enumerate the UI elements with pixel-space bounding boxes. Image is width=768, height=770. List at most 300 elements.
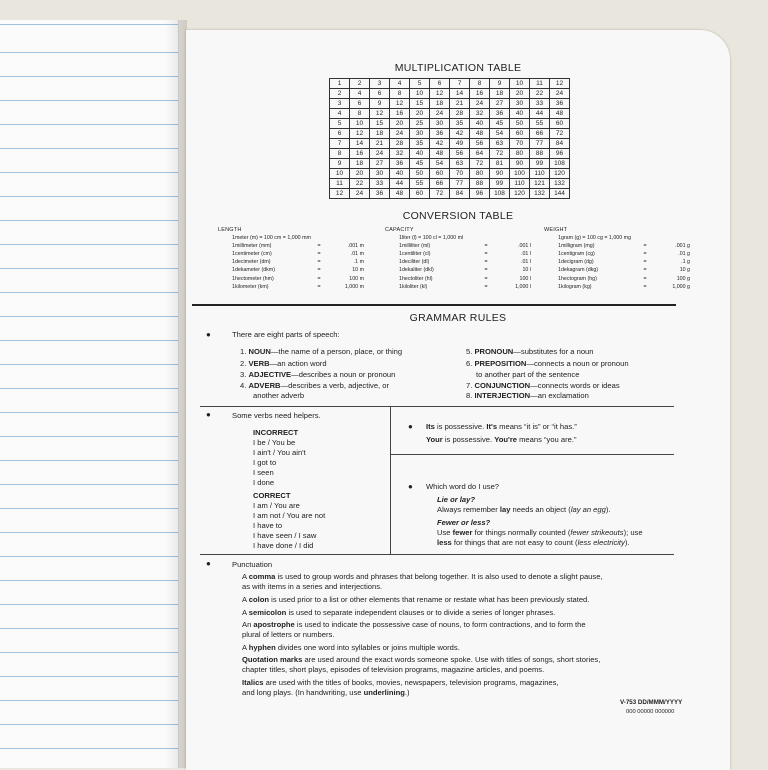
multiplication-cell: 77 — [450, 179, 470, 189]
multiplication-cell: 84 — [550, 139, 570, 149]
conversion-row — [385, 242, 531, 250]
italics-rule: Italics are used with the titles of books, movies, newspapers, television programs, magazines, — [242, 678, 559, 687]
italics-rule-cont: and long plays. (In handwriting, use underlining.) — [242, 688, 410, 697]
multiplication-cell: 20 — [510, 89, 530, 99]
barcode-number: 000 00000 000000 — [626, 709, 675, 715]
conversion-row — [544, 283, 690, 291]
conversion-unit: 1kilometer (km) — [232, 283, 269, 290]
multiplication-cell: 14 — [350, 139, 370, 149]
multiplication-cell: 80 — [470, 169, 490, 179]
conversion-unit: 1milligram (mg) — [558, 243, 595, 250]
multiplication-cell: 15 — [410, 99, 430, 109]
multiplication-cell: 63 — [450, 159, 470, 169]
multiplication-cell: 80 — [510, 149, 530, 159]
multiplication-cell: 40 — [390, 169, 410, 179]
multiplication-cell: 70 — [510, 139, 530, 149]
multiplication-cell: 4 — [350, 89, 370, 99]
conversion-unit: 1centigram (cg) — [558, 251, 595, 258]
multiplication-cell: 28 — [450, 109, 470, 119]
multiplication-row — [330, 189, 570, 199]
multiplication-cell: 10 — [410, 89, 430, 99]
bullet-icon: ● — [408, 482, 413, 491]
bullet-icon: ● — [206, 410, 211, 419]
multiplication-cell: 42 — [430, 139, 450, 149]
fewer-less-rule-cont: less for things that are not easy to count (less electricity). — [437, 538, 630, 547]
multiplication-row — [330, 149, 570, 159]
conversion-unit: 1centiliter (cl) — [399, 251, 431, 258]
fewer-less-rule: Use fewer for things normally counted (fewer strikeouts); use — [437, 528, 643, 537]
multiplication-row — [330, 89, 570, 99]
multiplication-cell: 9 — [370, 99, 390, 109]
multiplication-cell: 8 — [330, 149, 350, 159]
multiplication-cell: 77 — [530, 139, 550, 149]
multiplication-cell: 48 — [550, 109, 570, 119]
correct-heading: CORRECT — [253, 491, 291, 500]
multiplication-cell: 96 — [470, 189, 490, 199]
conversion-row — [218, 266, 364, 274]
part-of-speech-8: 8. INTERJECTION—an exclamation — [466, 391, 589, 400]
conversion-value: .001 m — [347, 243, 364, 250]
semicolon-rule: A semicolon is used to separate independent clauses or to divide a series of longer phrases. — [242, 608, 556, 617]
multiplication-cell: 18 — [430, 99, 450, 109]
conversion-equals: = — [317, 251, 321, 258]
multiplication-cell: 66 — [430, 179, 450, 189]
conversion-unit: 1deciliter (dl) — [399, 259, 430, 266]
conversion-heading: CAPACITY — [385, 227, 414, 233]
incorrect-example: I got to — [253, 458, 277, 467]
conversion-row — [218, 242, 364, 250]
multiplication-cell: 6 — [370, 89, 390, 99]
bullet-icon: ● — [206, 559, 211, 568]
multiplication-cell: 90 — [510, 159, 530, 169]
conversion-equals: = — [643, 283, 647, 290]
multiplication-cell: 20 — [390, 119, 410, 129]
conversion-value: .001 g — [675, 243, 690, 250]
multiplication-cell: 14 — [450, 89, 470, 99]
bullet-icon: ● — [206, 330, 211, 339]
multiplication-cell: 56 — [470, 139, 490, 149]
part-of-speech-4-cont: another adverb — [253, 391, 305, 400]
conversion-row — [218, 283, 364, 291]
multiplication-cell: 18 — [490, 89, 510, 99]
multiplication-cell: 54 — [490, 129, 510, 139]
multiplication-cell: 16 — [350, 149, 370, 159]
conversion-row — [544, 250, 690, 258]
conversion-row — [218, 275, 364, 283]
multiplication-cell: 40 — [470, 119, 490, 129]
multiplication-cell: 18 — [350, 159, 370, 169]
multiplication-cell: 60 — [550, 119, 570, 129]
conversion-row — [218, 250, 364, 258]
conversion-base-row: 1liter (l) = 100 cl = 1,000 ml — [399, 235, 464, 242]
multiplication-cell: 44 — [390, 179, 410, 189]
multiplication-cell: 108 — [490, 189, 510, 199]
multiplication-cell: 100 — [510, 169, 530, 179]
multiplication-cell: 16 — [470, 89, 490, 99]
multiplication-cell: 20 — [410, 109, 430, 119]
conversion-capacity-column — [385, 226, 531, 291]
multiplication-cell: 22 — [530, 89, 550, 99]
multiplication-cell: 96 — [550, 149, 570, 159]
colon-rule: A colon is used prior to a list or other elements that rename or restate what has been previously stated. — [242, 595, 590, 604]
multiplication-cell: 12 — [550, 79, 570, 89]
multiplication-cell: 48 — [470, 129, 490, 139]
multiplication-cell: 5 — [410, 79, 430, 89]
multiplication-row — [330, 99, 570, 109]
hyphen-rule: A hyphen divides one word into syllables or joins multiple words. — [242, 643, 460, 652]
multiplication-cell: 32 — [390, 149, 410, 159]
multiplication-cell: 120 — [510, 189, 530, 199]
incorrect-example: I done — [253, 478, 275, 487]
multiplication-table-title: MULTIPLICATION TABLE — [394, 62, 522, 74]
multiplication-cell: 28 — [390, 139, 410, 149]
conversion-value: .1 g — [681, 259, 690, 266]
multiplication-cell: 81 — [490, 159, 510, 169]
conversion-unit: 1millimeter (mm) — [232, 243, 272, 250]
conversion-base-row: 1meter (m) = 100 cm = 1,000 mm — [232, 235, 311, 242]
multiplication-cell: 24 — [470, 99, 490, 109]
conversion-value: .01 m — [350, 251, 364, 258]
multiplication-cell: 45 — [490, 119, 510, 129]
conversion-equals: = — [643, 259, 647, 266]
conversion-unit: 1milliliter (ml) — [399, 243, 431, 250]
multiplication-cell: 90 — [490, 169, 510, 179]
conversion-row — [544, 266, 690, 274]
multiplication-cell: 12 — [430, 89, 450, 99]
conversion-value: 100 l — [519, 275, 531, 282]
multiplication-row — [330, 179, 570, 189]
multiplication-cell: 24 — [370, 149, 390, 159]
multiplication-cell: 30 — [510, 99, 530, 109]
conversion-row — [544, 258, 690, 266]
bullet-icon: ● — [408, 422, 413, 431]
conversion-heading: LENGTH — [218, 227, 242, 233]
conversion-value: .01 l — [520, 259, 531, 266]
conversion-table-title: CONVERSION TABLE — [402, 210, 514, 222]
multiplication-cell: 12 — [330, 189, 350, 199]
conversion-base-row: 1gram (g) = 100 cg = 1,000 mg — [558, 235, 632, 242]
part-of-speech-6: 6. PREPOSITION—connects a noun or pronoun — [466, 359, 629, 368]
multiplication-cell: 60 — [410, 189, 430, 199]
conversion-value: .1 m — [353, 259, 364, 266]
conversion-equals: = — [643, 267, 647, 274]
conversion-row — [385, 275, 531, 283]
multiplication-cell: 9 — [330, 159, 350, 169]
conversion-unit: 1centimeter (cm) — [232, 251, 272, 258]
multiplication-cell: 10 — [350, 119, 370, 129]
conversion-value: 10 g — [679, 267, 690, 274]
correct-example: I have to — [253, 521, 283, 530]
multiplication-cell: 12 — [350, 129, 370, 139]
multiplication-cell: 12 — [370, 109, 390, 119]
multiplication-cell: 30 — [410, 129, 430, 139]
conversion-value: 1,000 l — [515, 283, 531, 290]
part-of-speech-3: 3. ADJECTIVE—describes a noun or pronoun — [240, 370, 396, 379]
helpers-intro: Some verbs need helpers. — [232, 411, 321, 420]
multiplication-cell: 120 — [550, 169, 570, 179]
multiplication-cell: 72 — [490, 149, 510, 159]
its-rule: Its is possessive. It's means “it is” or “it has.” — [426, 422, 577, 431]
multiplication-cell: 7 — [330, 139, 350, 149]
multiplication-cell: 30 — [430, 119, 450, 129]
multiplication-cell: 66 — [530, 129, 550, 139]
part-of-speech-6-cont: to another part of the sentence — [476, 370, 580, 379]
multiplication-cell: 88 — [530, 149, 550, 159]
conversion-unit: 1dekagram (dkg) — [558, 267, 599, 274]
multiplication-cell: 88 — [470, 179, 490, 189]
multiplication-cell: 35 — [450, 119, 470, 129]
multiplication-row — [330, 129, 570, 139]
conversion-equals: = — [484, 283, 488, 290]
multiplication-cell: 72 — [550, 129, 570, 139]
multiplication-cell: 54 — [430, 159, 450, 169]
conversion-value: 10 l — [522, 267, 531, 274]
conversion-unit: 1kilogram (kg) — [558, 283, 592, 290]
multiplication-cell: 60 — [510, 129, 530, 139]
multiplication-cell: 24 — [430, 109, 450, 119]
conversion-equals: = — [484, 267, 488, 274]
multiplication-cell: 6 — [330, 129, 350, 139]
conversion-unit: 1kiloliter (kl) — [399, 283, 428, 290]
multiplication-cell: 44 — [530, 109, 550, 119]
multiplication-cell: 3 — [330, 99, 350, 109]
multiplication-cell: 11 — [330, 179, 350, 189]
multiplication-cell: 36 — [370, 189, 390, 199]
conversion-value: 100 m — [349, 275, 364, 282]
multiplication-cell: 32 — [470, 109, 490, 119]
part-of-speech-5: 5. PRONOUN—substitutes for a noun — [466, 347, 594, 356]
product-code: V-753 DD/MMM/YYYY — [620, 699, 683, 706]
multiplication-cell: 40 — [510, 109, 530, 119]
multiplication-cell: 5 — [330, 119, 350, 129]
multiplication-row — [330, 79, 570, 89]
lie-lay-rule: Always remember lay needs an object (lay an egg). — [437, 505, 611, 514]
multiplication-cell: 72 — [470, 159, 490, 169]
multiplication-cell: 48 — [430, 149, 450, 159]
multiplication-cell: 36 — [430, 129, 450, 139]
multiplication-cell: 36 — [490, 109, 510, 119]
grammar-divider — [192, 304, 676, 306]
conversion-value: 10 m — [352, 267, 364, 274]
conversion-length-column — [218, 226, 364, 291]
conversion-equals: = — [317, 275, 321, 282]
multiplication-cell: 35 — [410, 139, 430, 149]
multiplication-cell: 24 — [350, 189, 370, 199]
multiplication-cell: 4 — [330, 109, 350, 119]
incorrect-example: I be / You be — [253, 438, 296, 447]
multiplication-cell: 132 — [550, 179, 570, 189]
multiplication-cell: 11 — [530, 79, 550, 89]
multiplication-cell: 25 — [410, 119, 430, 129]
conversion-row — [544, 275, 690, 283]
apostrophe-rule-cont: plural of letters or numbers. — [242, 630, 335, 639]
conversion-equals: = — [317, 283, 321, 290]
part-of-speech-1: 1. NOUN—the name of a person, place, or thing — [240, 347, 403, 356]
conversion-unit: 1decigram (dg) — [558, 259, 594, 266]
multiplication-cell: 8 — [470, 79, 490, 89]
conversion-row — [544, 242, 690, 250]
conversion-equals: = — [484, 251, 488, 258]
multiplication-cell: 60 — [430, 169, 450, 179]
incorrect-heading: INCORRECT — [253, 428, 299, 437]
conversion-rows — [385, 242, 531, 291]
multiplication-cell: 33 — [370, 179, 390, 189]
multiplication-cell: 12 — [390, 99, 410, 109]
conversion-unit: 1hectometer (hm) — [232, 275, 274, 282]
conversion-equals: = — [317, 259, 321, 266]
conversion-equals: = — [317, 267, 321, 274]
conversion-unit: 1dekameter (dkm) — [232, 267, 275, 274]
back-cover-page — [186, 30, 730, 770]
column-divider — [390, 406, 391, 554]
multiplication-row — [330, 159, 570, 169]
left-notebook-page — [0, 20, 179, 768]
fewer-less-heading: Fewer or less? — [437, 518, 491, 527]
multiplication-cell: 8 — [390, 89, 410, 99]
multiplication-cell: 1 — [330, 79, 350, 89]
punctuation-intro: Punctuation — [232, 560, 273, 569]
multiplication-table — [329, 78, 570, 199]
multiplication-cell: 24 — [390, 129, 410, 139]
multiplication-cell: 108 — [550, 159, 570, 169]
conversion-equals: = — [484, 259, 488, 266]
multiplication-cell: 48 — [390, 189, 410, 199]
multiplication-cell: 6 — [430, 79, 450, 89]
conversion-value: 1,000 m — [344, 283, 364, 290]
correct-example: I have done / I did — [253, 541, 314, 550]
multiplication-cell: 4 — [390, 79, 410, 89]
conversion-rows — [544, 242, 690, 291]
multiplication-cell: 40 — [410, 149, 430, 159]
multiplication-cell: 18 — [370, 129, 390, 139]
quotation-rule-cont: chapter titles, short plays, episodes of television programs, magazine articles, and poems. — [242, 665, 545, 674]
multiplication-cell: 144 — [550, 189, 570, 199]
multiplication-cell: 30 — [370, 169, 390, 179]
part-of-speech-2: 2. VERB—an action word — [240, 359, 327, 368]
conversion-equals: = — [484, 275, 488, 282]
conversion-row — [385, 266, 531, 274]
multiplication-cell: 6 — [350, 99, 370, 109]
conversion-value: 100 g — [676, 275, 690, 282]
multiplication-cell: 110 — [530, 169, 550, 179]
which-word-intro: Which word do I use? — [426, 482, 500, 491]
your-rule: Your is possessive. You're means “you are.” — [426, 435, 577, 444]
grammar-rules-title: GRAMMAR RULES — [409, 312, 507, 324]
multiplication-cell: 24 — [550, 89, 570, 99]
conversion-unit: 1hectoliter (hl) — [399, 275, 433, 282]
conversion-heading: WEIGHT — [544, 227, 568, 233]
conversion-value: 1,000 g — [672, 283, 690, 290]
multiplication-cell: 50 — [410, 169, 430, 179]
multiplication-cell: 15 — [370, 119, 390, 129]
multiplication-cell: 36 — [390, 159, 410, 169]
conversion-weight-column — [544, 226, 690, 291]
incorrect-example: I seen — [253, 468, 274, 477]
multiplication-cell: 21 — [450, 99, 470, 109]
multiplication-cell: 22 — [350, 179, 370, 189]
multiplication-row — [330, 169, 570, 179]
multiplication-cell: 55 — [410, 179, 430, 189]
multiplication-cell: 110 — [510, 179, 530, 189]
multiplication-row — [330, 119, 570, 129]
conversion-unit: 1dekaliter (dkl) — [399, 267, 434, 274]
multiplication-cell: 72 — [430, 189, 450, 199]
multiplication-cell: 20 — [350, 169, 370, 179]
section-divider — [390, 454, 674, 455]
conversion-unit: 1hectogram (hg) — [558, 275, 597, 282]
conversion-row — [385, 283, 531, 291]
part-of-speech-4: 4. ADVERB—describes a verb, adjective, or — [240, 381, 390, 390]
multiplication-cell: 16 — [390, 109, 410, 119]
multiplication-cell: 49 — [450, 139, 470, 149]
multiplication-cell: 99 — [490, 179, 510, 189]
multiplication-cell: 10 — [510, 79, 530, 89]
conversion-equals: = — [484, 243, 488, 250]
conversion-value: .01 l — [520, 251, 531, 258]
multiplication-cell: 55 — [530, 119, 550, 129]
conversion-equals: = — [643, 243, 647, 250]
multiplication-cell: 70 — [450, 169, 470, 179]
multiplication-cell: 132 — [530, 189, 550, 199]
part-of-speech-7: 7. CONJUNCTION—connects words or ideas — [466, 381, 620, 390]
correct-example: I have seen / I saw — [253, 531, 317, 540]
conversion-row — [385, 250, 531, 258]
multiplication-cell: 10 — [330, 169, 350, 179]
conversion-equals: = — [643, 275, 647, 282]
multiplication-cell: 36 — [550, 99, 570, 109]
section-divider — [200, 406, 674, 407]
conversion-value: .01 g — [678, 251, 690, 258]
multiplication-cell: 8 — [350, 109, 370, 119]
comma-rule: A comma is used to group words and phrases that belong together. It is also used to denote a slight pause, — [242, 572, 603, 581]
multiplication-cell: 99 — [530, 159, 550, 169]
conversion-equals: = — [643, 251, 647, 258]
multiplication-cell: 64 — [470, 149, 490, 159]
conversion-rows — [218, 242, 364, 291]
multiplication-cell: 45 — [410, 159, 430, 169]
conversion-equals: = — [317, 243, 321, 250]
apostrophe-rule: An apostrophe is used to indicate the possessive case of nouns, to form contractions, and to form the — [242, 620, 586, 629]
conversion-row — [385, 258, 531, 266]
lie-lay-heading: Lie or lay? — [437, 495, 475, 504]
multiplication-cell: 21 — [370, 139, 390, 149]
multiplication-cell: 33 — [530, 99, 550, 109]
multiplication-cell: 7 — [450, 79, 470, 89]
multiplication-row — [330, 139, 570, 149]
multiplication-cell: 9 — [490, 79, 510, 89]
parts-intro: There are eight parts of speech: — [232, 330, 340, 339]
multiplication-cell: 63 — [490, 139, 510, 149]
conversion-unit: 1decimeter (dm) — [232, 259, 271, 266]
comma-rule-cont: as with items in a series and interjections. — [242, 582, 383, 591]
quotation-rule: Quotation marks are used around the exact words someone spoke. Use with titles of songs, short stories, — [242, 655, 601, 664]
multiplication-cell: 2 — [330, 89, 350, 99]
conversion-row — [218, 258, 364, 266]
multiplication-cell: 27 — [490, 99, 510, 109]
incorrect-example: I ain't / You ain't — [253, 448, 306, 457]
multiplication-cell: 27 — [370, 159, 390, 169]
multiplication-cell: 84 — [450, 189, 470, 199]
correct-example: I am not / You are not — [253, 511, 326, 520]
correct-example: I am / You are — [253, 501, 300, 510]
page-gutter-shadow — [165, 20, 187, 768]
conversion-value: .001 l — [518, 243, 531, 250]
multiplication-cell: 56 — [450, 149, 470, 159]
section-divider — [200, 554, 674, 555]
multiplication-row — [330, 109, 570, 119]
multiplication-cell: 2 — [350, 79, 370, 89]
multiplication-cell: 121 — [530, 179, 550, 189]
